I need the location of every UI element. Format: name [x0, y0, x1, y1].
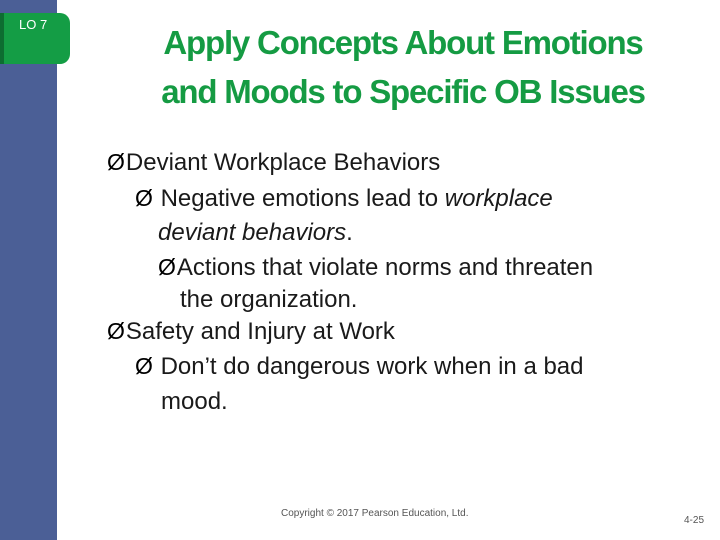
learning-objective-label: LO 7: [19, 17, 48, 32]
bullet-continuation: [158, 217, 353, 248]
bullet-continuation: [180, 284, 357, 315]
bullet-level2-negative-emotions: [135, 183, 553, 214]
slide-title: [103, 18, 703, 116]
bullet-text: Deviant Workplace Behaviors: [125, 149, 441, 176]
bullet-text: Actions that violate norms and threaten: [176, 254, 594, 281]
copyright-notice: Copyright © 2017 Pearson Education, Ltd.: [281, 508, 469, 519]
bullet-level1-deviant-behaviors: [107, 147, 440, 178]
bullet-text-emphasis: workplace: [444, 185, 553, 212]
bullet-level2-dangerous-work: [135, 351, 584, 382]
bullet-continuation: [161, 386, 228, 417]
arrow-bullet-icon: Ø: [135, 185, 153, 211]
bullet-text: Don’t do dangerous work when in a bad: [160, 353, 584, 380]
bullet-text: .: [346, 219, 353, 246]
bullet-text: Negative emotions lead to: [160, 185, 445, 212]
bullet-level1-safety-injury: [107, 316, 395, 347]
bullet-text: Safety and Injury at Work: [125, 318, 395, 345]
arrow-bullet-icon: Ø: [135, 353, 153, 379]
arrow-bullet-icon: Ø: [158, 254, 176, 280]
page-number: 4-25: [684, 515, 705, 526]
bullet-text: mood.: [161, 388, 228, 415]
left-sidebar-bar: [0, 0, 57, 540]
title-line-1: Apply Concepts About Emotions: [163, 24, 643, 61]
bullet-level3-actions: [158, 252, 593, 283]
bullet-text-emphasis: deviant behaviors: [158, 219, 347, 246]
arrow-bullet-icon: Ø: [107, 149, 125, 175]
bullet-text: the organization.: [180, 286, 358, 313]
arrow-bullet-icon: Ø: [107, 318, 125, 344]
title-line-2: and Moods to Specific OB Issues: [161, 73, 645, 110]
